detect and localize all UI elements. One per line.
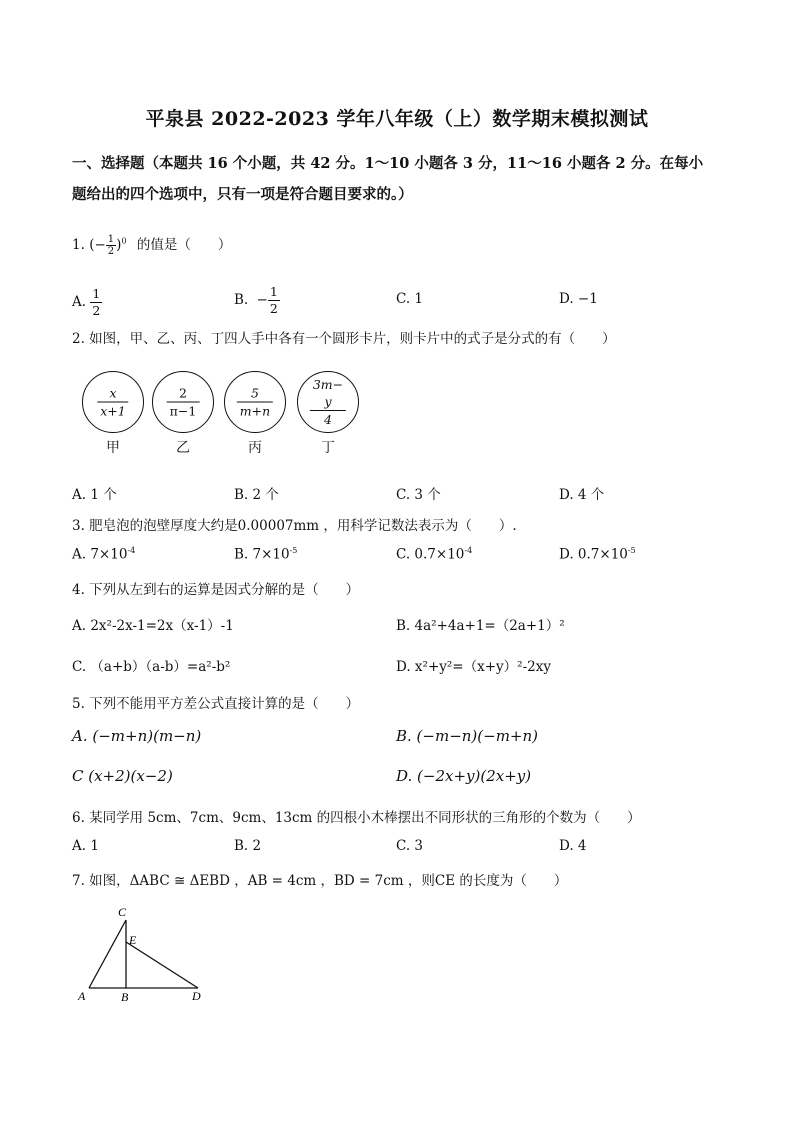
q4-option-a: A. 2x²-2x-1=2x（x-1）-1 [72,618,234,634]
q4-option-c: C. （a+b）（a-b）=a²-b² [72,659,231,675]
question-7-stem: 7. 如图，ΔABC ≅ ΔEBD ，AB = 4cm ，BD = 7cm ，则CE 的长度为（ ） [72,873,568,889]
q1-option-c: C. 1 [396,291,424,307]
q5-option-d: D. (−2x+y)(2x+y) [396,767,532,785]
segment-ac [89,920,126,988]
q1-option-a: A. $\frac{1}{2}$ [72,286,101,318]
q1-open: (− [89,237,106,253]
q5-option-a: A. (−m+n)(m−n) [72,727,202,745]
q1-fraction: $\frac{1}{2}$ [107,234,115,257]
q2-option-b: B. 2 个 [234,487,279,503]
card-label-ding: 丁 [321,440,335,456]
q3-option-a: A. $7\times 10^{-4}$ [72,546,136,563]
q3-option-c: C. $0.7\times 10^{-4}$ [396,546,473,563]
q1-option-b: B. − $\frac{1}{2}$ [234,284,278,316]
q1-number: 1. [72,237,85,253]
q1-exponent: 0 [121,236,127,246]
label-b: B [121,990,129,1004]
q1-close: ) [116,237,122,253]
q1-option-d: D. −1 [559,291,598,307]
question-6-stem: 6. 某同学用 5cm、7cm、9cm、13cm 的四根小木棒摆出不同形状的三角形的个数为（ ） [72,810,641,826]
card-ding: $\frac{3m- y}{4}$ [297,371,359,433]
q4-option-b: B. 4a²+4a+1=（2a+1）² [396,618,565,634]
q4-option-d: D. x²+y²=（x+y）²-2xy [396,659,551,675]
card-yi: $\frac{2}{\pi-1}$ [152,371,214,433]
q5-option-b: B. (−m−n)(−m+n) [396,727,539,745]
label-c: C [118,905,127,919]
segment-ed [126,942,198,988]
question-2-stem: 2. 如图，甲、乙、丙、丁四人手中各有一个圆形卡片，则卡片中的式子是分式的有（ ） [72,331,616,347]
card-label-jia: 甲 [106,440,120,456]
q6-option-a: A. 1 [72,838,99,854]
question-5-stem: 5. 下列不能用平方差公式直接计算的是（ ） [72,696,360,712]
question-1-stem [72,233,231,257]
q1-tail: 的值是（ ） [136,237,232,253]
page-title: 平泉县 2022-2023 学年八年级（上）数学期末模拟测试 [145,108,649,130]
q2-option-a: A. 1 个 [72,487,117,503]
q6-option-c: C. 3 [396,838,424,854]
label-d: D [192,989,201,1003]
q3-option-d: D. $0.7\times 10^{-5}$ [559,546,636,563]
triangle-figure [74,902,214,1006]
q2-option-d: D. 4 个 [559,487,605,503]
label-e: E [129,933,137,947]
label-a: A [78,989,86,1003]
q2-option-c: C. 3 个 [396,487,441,503]
card-jia: $\frac{x}{x+1}$ [82,371,144,433]
card-label-yi: 乙 [176,440,190,456]
q6-option-d: D. 4 [559,838,587,854]
section-header-line1: 一、选择题（本题共 16 个小题，共 42 分。1～10 小题各 3 分，11～16 小题各 2 分。在每小 [72,155,704,172]
section-header-line2: 题给出的四个选项中，只有一项是符合题目要求的。） [72,186,413,203]
card-label-bing: 丙 [248,440,262,456]
q6-option-b: B. 2 [234,838,262,854]
card-bing: $\frac{5}{m+n}$ [224,371,286,433]
q5-option-c: C (x+2)(x−2) [72,767,173,785]
question-4-stem: 4. 下列从左到右的运算是因式分解的是（ ） [72,582,360,598]
q3-option-b: B. $7\times 10^{-5}$ [234,546,298,563]
question-3-stem: 3. 肥皂泡的泡壁厚度大约是0.00007mm ，用科学记数法表示为（ ）. [72,518,517,534]
